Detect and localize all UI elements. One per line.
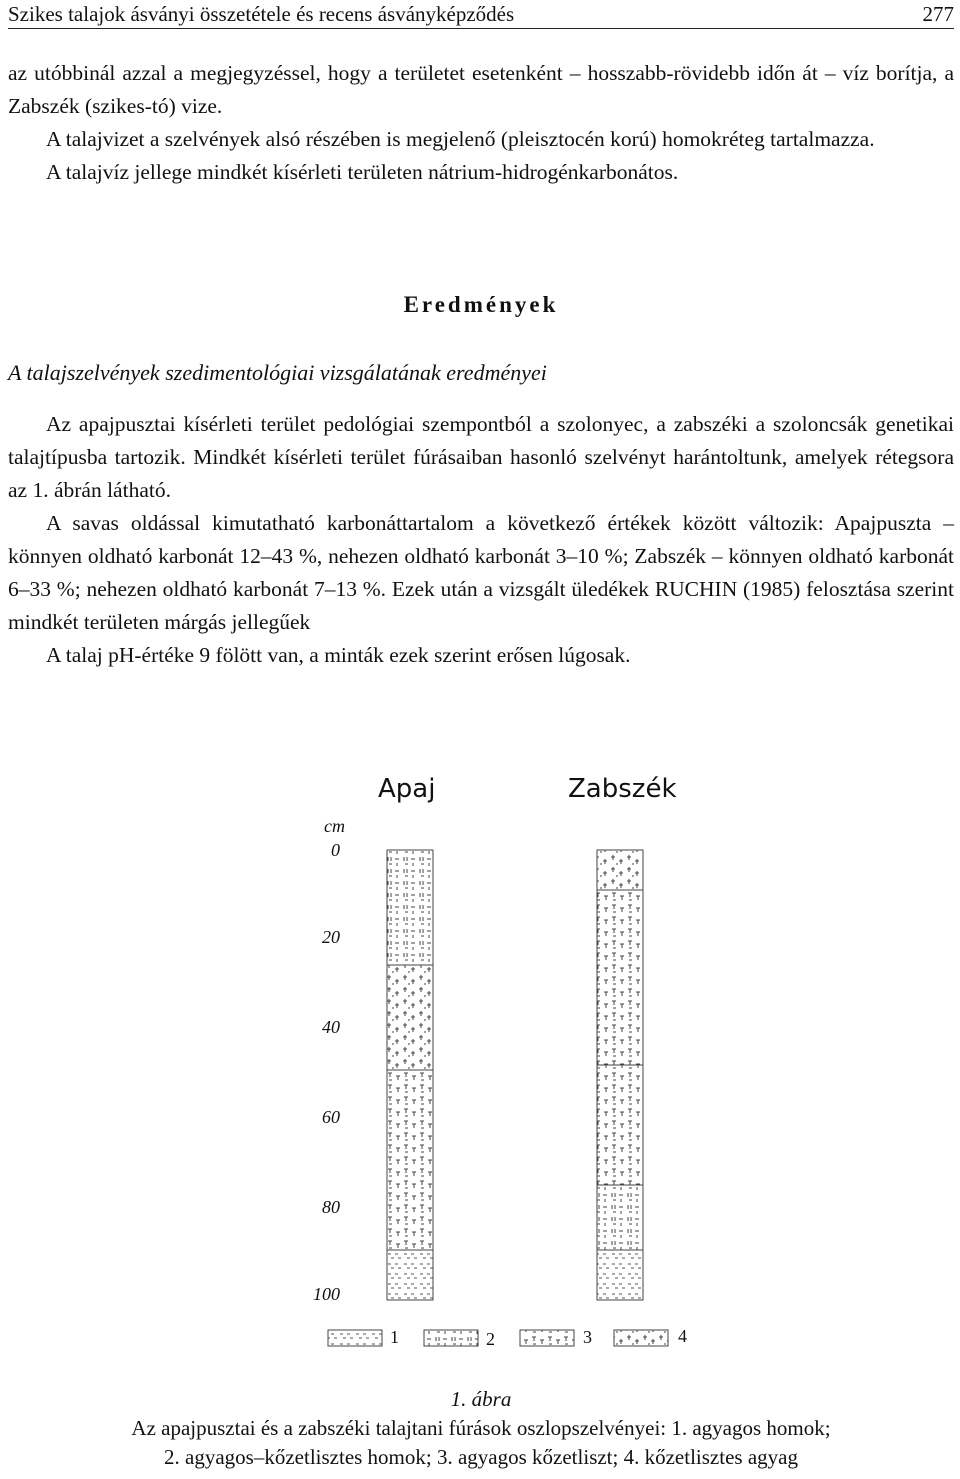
apaj-column (387, 850, 433, 1300)
section-subtitle: A talajszelvények szedimentológiai vizsgálatának eredményei (8, 360, 547, 385)
caption-line-2: 2. agyagos–kőzetlisztes homok; 3. agyagos kőzetliszt; 4. kőzetlisztes agyag (164, 1445, 798, 1469)
columns-svg (290, 770, 730, 1370)
figure-caption (8, 1385, 954, 1472)
results-paragraph-2a: A savas oldással kimutatható karbonáttartalom a következő értékek között változik: Apajpuszta – könnyen oldható karbonát 12–43 %, nehezen oldható karbonát 3–10 %; Zabszék – könnyen oldható karbonát 6–33 %; nehezen oldható karbonát 7–13 %. Ezek után a vizsgált üledékek (8, 511, 954, 601)
label-apaj: Apaj (378, 774, 436, 804)
intro-paragraph-1: az utóbbinál azzal a megjegyzéssel, hogy a területet esetenként – hosszabb-rövidebb időn át – víz borítja, a Zabszék (szikes-tó) vize. (8, 61, 954, 118)
intro-paragraph-2: A talajvizet a szelvények alsó részében is megjelenő (pleisztocén korú) homokréteg tartalmazza. (46, 127, 875, 151)
caption-title: 1. ábra (450, 1387, 512, 1411)
section-heading (8, 288, 954, 321)
legend-swatch-1 (328, 1330, 382, 1346)
legend-label-4: 4 (678, 1326, 687, 1346)
results-paragraph-3: A talaj pH-értéke 9 fölött van, a minták ezek szerint erősen lúgosak. (46, 643, 631, 667)
page-number: 277 (922, 2, 954, 26)
intro-text (8, 57, 954, 189)
depth-tick-0: 0 (331, 840, 340, 860)
depth-tick-20: 20 (322, 927, 340, 947)
results-paragraph-1: Az apajpusztai kísérleti terület pedológiai szempontból a szolonyec, a zabszéki a szoloncsák genetikai talajtípusba tartozik. Mindkét kísérleti terület fúrásaiban hasonló szelvényt harántoltunk, amelyek rétegsora az 1. ábrán látható. (8, 412, 954, 502)
author-name: RUCHIN (654, 577, 738, 601)
results-text (8, 408, 954, 672)
depth-tick-80: 80 (322, 1197, 340, 1217)
section-title: Eredmények (403, 292, 559, 317)
legend-swatch-3 (520, 1330, 574, 1346)
legend-label-3: 3 (583, 1327, 592, 1347)
results-paragraph-2b: (1985) felosztása szerint mindkét területen márgás jellegűek (8, 577, 954, 634)
zabszek-column (597, 850, 643, 1300)
depth-tick-100: 100 (313, 1284, 340, 1304)
running-header (8, 2, 954, 29)
intro-paragraph-3: A talajvíz jellege mindkét kísérleti területen nátrium-hidrogénkarbonátos. (46, 160, 679, 184)
label-zabszek: Zabszék (568, 774, 677, 804)
depth-unit: cm (324, 816, 345, 836)
legend-label-1: 1 (390, 1327, 399, 1347)
depth-tick-40: 40 (322, 1017, 340, 1037)
header-title: Szikes talajok ásványi összetétele és recens ásványképződés (8, 2, 515, 26)
results-paragraph-2 (8, 507, 954, 639)
legend-swatch-4 (614, 1330, 668, 1346)
borehole-figure (290, 770, 730, 1370)
legend-swatch-2 (424, 1330, 478, 1346)
caption-line-1: Az apajpusztai és a zabszéki talajtani fúrások oszlopszelvényei: 1. agyagos homok; (131, 1416, 831, 1440)
depth-tick-60: 60 (322, 1107, 340, 1127)
legend-label-2: 2 (486, 1329, 495, 1349)
